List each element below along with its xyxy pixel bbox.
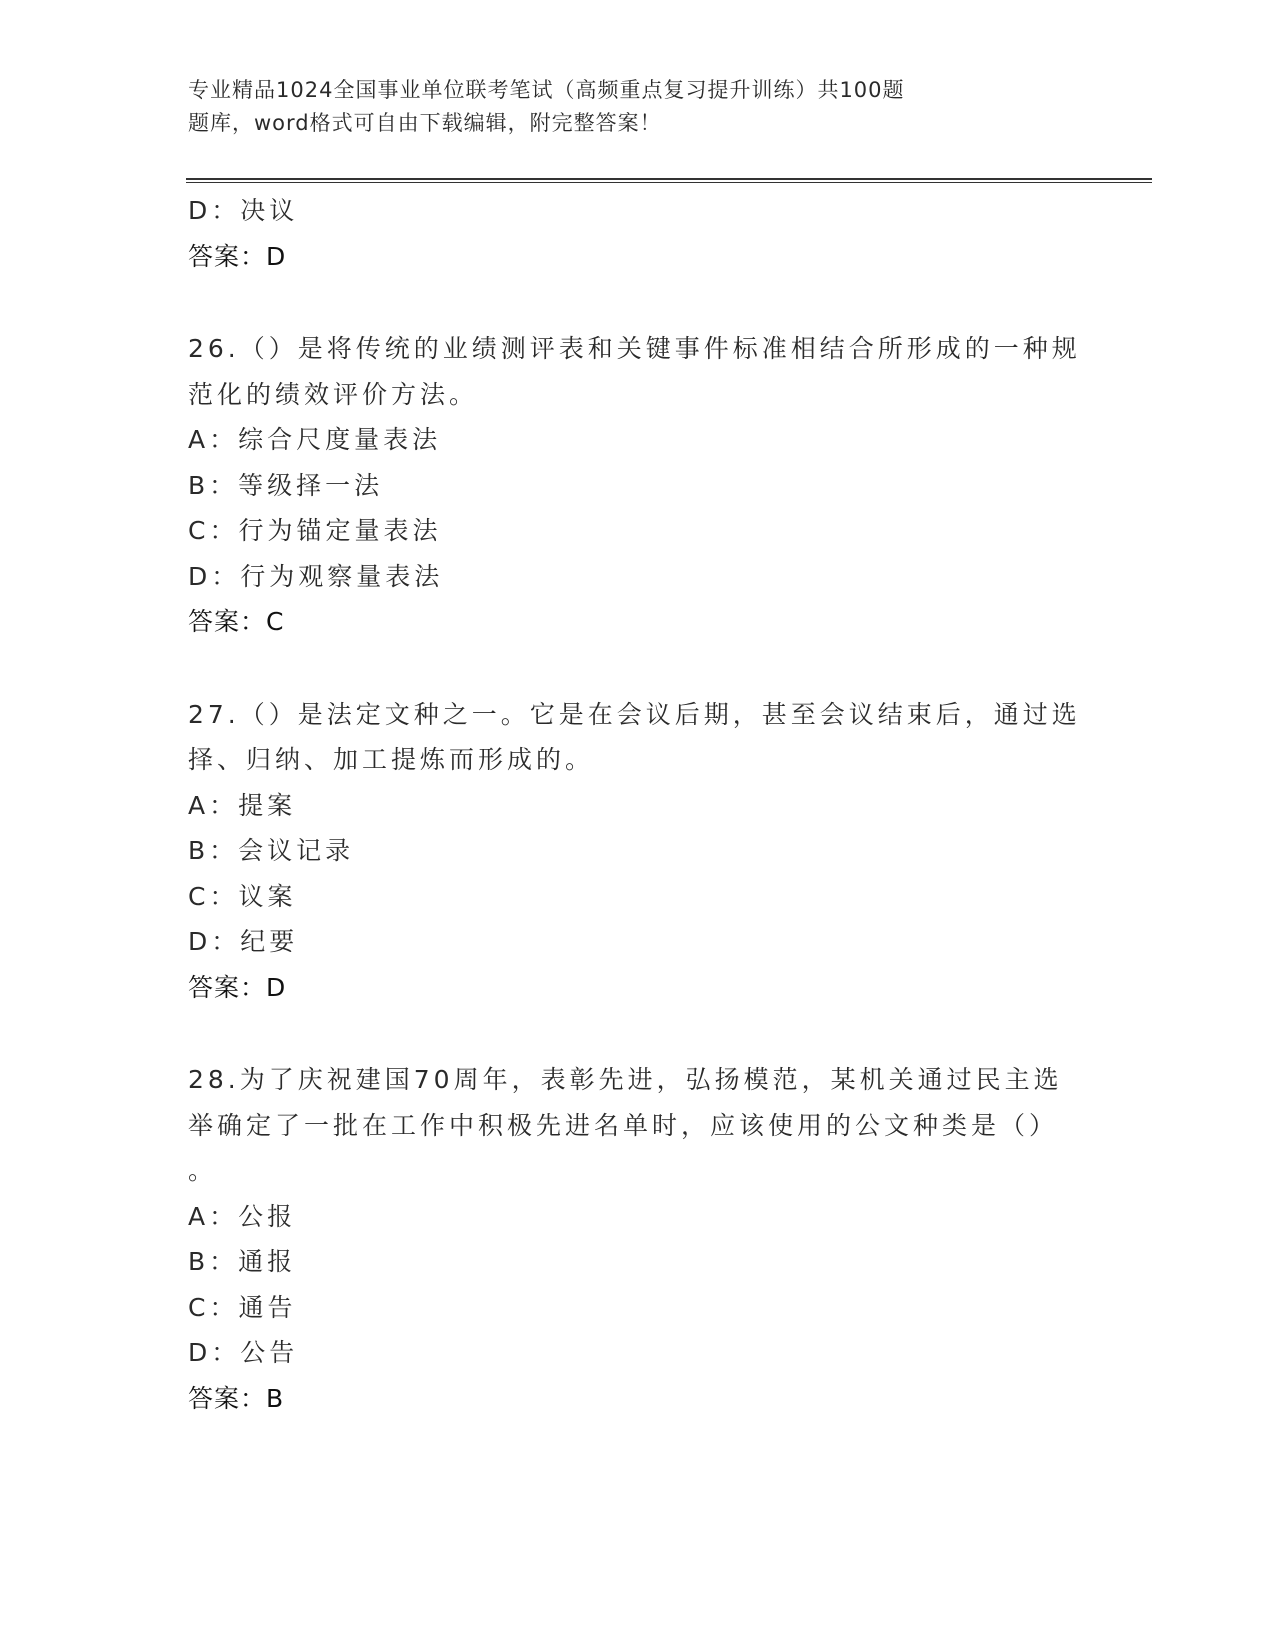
document-body bbox=[188, 188, 1088, 1421]
answer: 答案：D bbox=[188, 972, 287, 1002]
header-line-1: 专业精品1024全国事业单位联考笔试（高频重点复习提升训练）共100题 bbox=[188, 78, 905, 102]
option-d: D：行为观察量表法 bbox=[188, 561, 444, 591]
option-c: C：通告 bbox=[188, 1292, 297, 1322]
option-c: C：行为锚定量表法 bbox=[188, 516, 442, 545]
option-d: D：决议 bbox=[188, 196, 299, 225]
page-header bbox=[188, 74, 1048, 140]
question-stem bbox=[188, 1057, 1068, 1194]
question-line: 范化的绩效评价方法。 bbox=[188, 379, 479, 409]
option-b: B：通报 bbox=[188, 1247, 297, 1276]
question-26 bbox=[188, 326, 1088, 645]
option-a: A：公报 bbox=[188, 1201, 297, 1231]
question-stem bbox=[188, 326, 1081, 417]
option-a: A：综合尺度量表法 bbox=[188, 425, 442, 454]
option-b: B：会议记录 bbox=[188, 836, 355, 865]
option-c: C：议案 bbox=[188, 881, 297, 911]
question-line: 择、归纳、加工提炼而形成的。 bbox=[188, 745, 595, 774]
previous-question-tail bbox=[188, 188, 1088, 279]
option-d: D：公告 bbox=[188, 1338, 299, 1367]
question-line: 26.（）是将传统的业绩测评表和关键事件标准相结合所形成的一种规 bbox=[188, 334, 1081, 363]
question-line: 举确定了一批在工作中积极先进名单时，应该使用的公文种类是（） bbox=[188, 1110, 1059, 1140]
option-d: D：纪要 bbox=[188, 927, 299, 956]
question-line: 28.为了庆祝建国70周年，表彰先进，弘扬模范，某机关通过民主选 bbox=[188, 1065, 1063, 1094]
answer: 答案：D bbox=[188, 241, 287, 271]
option-b: B：等级择一法 bbox=[188, 470, 384, 500]
answer: 答案：B bbox=[188, 1383, 285, 1413]
question-28 bbox=[188, 1057, 1088, 1421]
question-line: 27.（）是法定文种之一。它是在会议后期，甚至会议结束后，通过选 bbox=[188, 699, 1081, 729]
option-a: A：提案 bbox=[188, 790, 297, 820]
header-line-2: 题库，word格式可自由下载编辑，附完整答案！ bbox=[188, 111, 662, 135]
answer: 答案：C bbox=[188, 607, 285, 636]
question-27 bbox=[188, 692, 1088, 1011]
question-line: 。 bbox=[188, 1156, 218, 1185]
question-stem bbox=[188, 692, 1081, 783]
header-divider bbox=[186, 178, 1152, 183]
